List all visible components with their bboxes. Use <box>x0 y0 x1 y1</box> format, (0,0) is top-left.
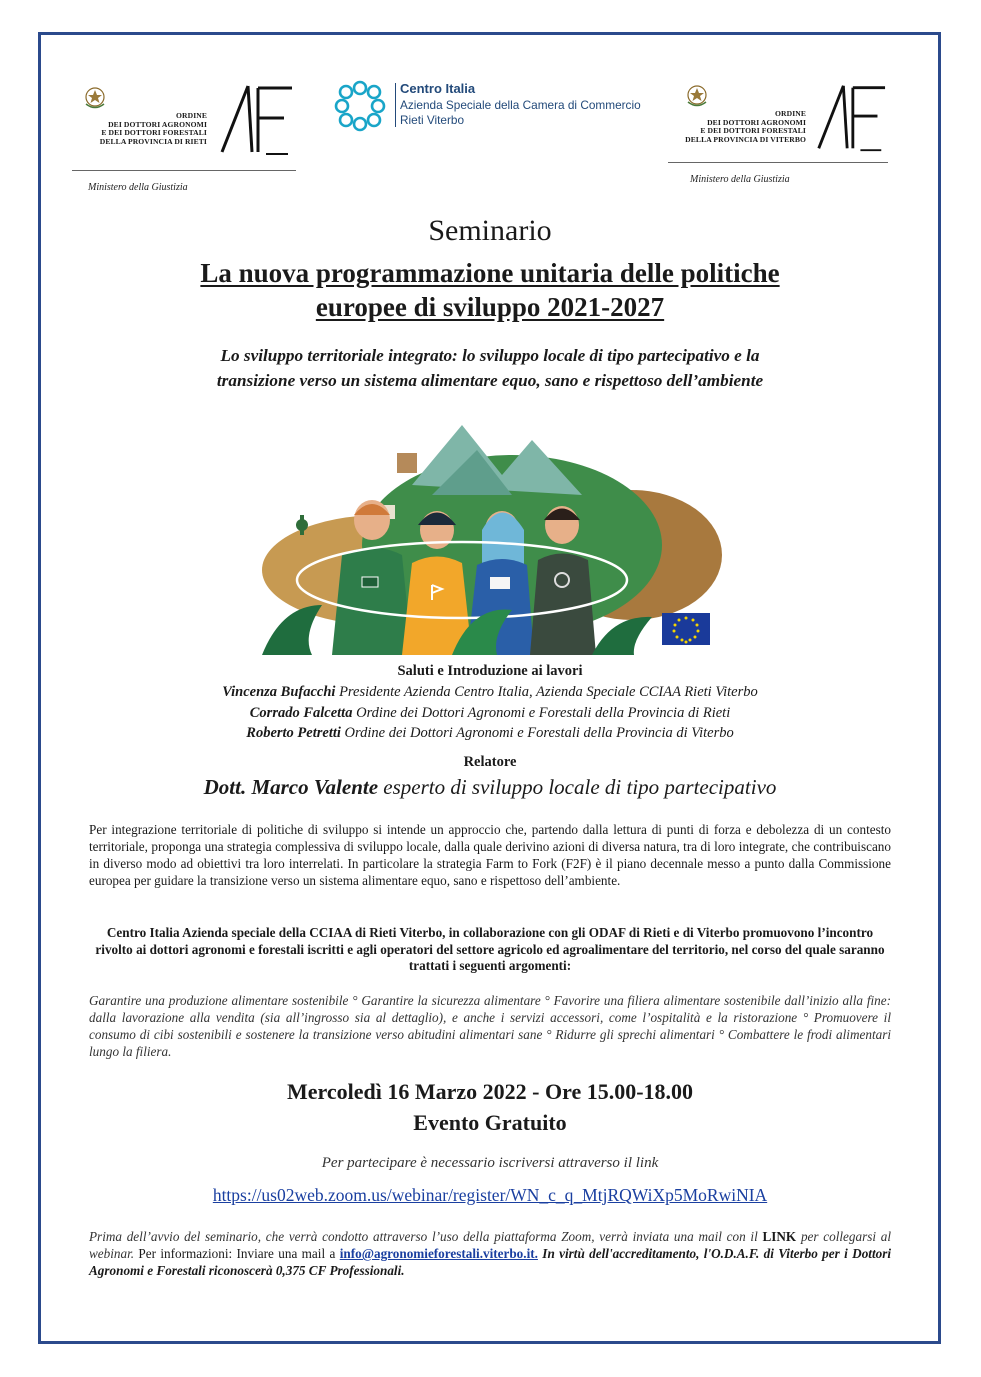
register-instructions: Per partecipare è necessario iscriversi attraverso il link <box>321 1155 659 1171</box>
odaf-rieti-line: E DEI DOTTORI FORESTALI <box>101 128 207 138</box>
odaf-rieti-line: ORDINE <box>176 111 207 120</box>
centro-italia-subtitle: Rieti Viterbo <box>400 113 465 127</box>
event-price: Evento Gratuito <box>413 1110 567 1135</box>
event-subtitle-line: Lo sviluppo territoriale integrato: lo sviluppo locale di tipo partecipativo e la <box>220 346 760 365</box>
odaf-rieti-logo <box>72 80 298 198</box>
odaf-rieti-line: DELLA PROVINCIA DI RIETI <box>99 136 207 146</box>
odaf-viterbo-line: ORDINE <box>775 109 806 118</box>
registration-link[interactable]: https://us02web.zoom.us/webinar/register/WN_c_q_MtjRQWiXp5MoRwiNIA <box>212 1185 768 1205</box>
organizers-paragraph: Centro Italia Azienda speciale della CCIAA di Rieti Viterbo, in collaborazione con gli ODAF di Rieti e di Viterbo promuovono l’incontro rivolto ai dottori agronomi e forestali iscritti e agli operatori del settore agricolo ed agroalimentare del territorio, nel corso del quale saranno trattati i seguenti argomenti: <box>95 925 885 973</box>
relatore-line <box>40 775 940 800</box>
speaker-line <box>40 705 940 722</box>
speaker-name: Vincenza Bufacchi <box>222 684 336 700</box>
sustainability-illustration <box>262 405 722 655</box>
odaf-viterbo-line: DELLA PROVINCIA DI VITERBO <box>685 134 806 144</box>
centro-italia-logo <box>332 80 672 136</box>
speaker-role: Ordine dei Dottori Agronomi e Forestali della Provincia di Rieti <box>356 705 731 721</box>
speaker-name: Corrado Falcetta <box>249 705 353 721</box>
af-monogram-icon <box>810 82 890 154</box>
odaf-viterbo-logo <box>668 78 890 190</box>
contact-email-link[interactable]: info@agronomieforestali.viterbo.it. <box>339 1246 538 1261</box>
event-subtitle-line: transizione verso un sistema alimentare equo, sano e rispettoso dell’ambiente <box>216 371 764 390</box>
italian-emblem-icon <box>684 82 710 110</box>
footer-info: Per informazioni: Inviare una mail a <box>134 1246 340 1261</box>
event-title <box>40 256 940 324</box>
welcome-heading: Saluti e Introduzione ai lavori <box>397 663 583 679</box>
odaf-rieti-line: DEI DOTTORI AGRONOMI <box>108 119 207 129</box>
af-monogram-icon <box>214 82 296 158</box>
speaker-role: Presidente Azienda Centro Italia, Azienda Speciale CCIAA Rieti Viterbo <box>339 684 758 700</box>
ministry-label: Ministero della Giustizia <box>88 182 188 193</box>
speaker-line <box>40 725 940 742</box>
ministry-divider <box>668 162 888 163</box>
odaf-viterbo-line: DEI DOTTORI AGRONOMI <box>707 117 806 127</box>
centro-italia-divider <box>395 83 396 127</box>
relatore-heading: Relatore <box>463 754 517 770</box>
relatore-name: Dott. Marco Valente <box>203 775 379 799</box>
event-title-line: europee di sviluppo 2021-2027 <box>315 292 665 322</box>
event-date-time: Mercoledì 16 Marzo 2022 - Ore 15.00-18.00 <box>286 1079 694 1104</box>
speaker-line <box>40 684 940 701</box>
footer-link-word: LINK <box>762 1229 797 1244</box>
centro-italia-swirl-icon <box>332 80 388 132</box>
ministry-divider <box>72 170 296 171</box>
italian-emblem-icon <box>82 84 108 112</box>
centro-italia-title: Centro Italia <box>400 81 476 96</box>
event-title-line: La nuova programmazione unitaria delle politiche <box>200 258 780 288</box>
event-kind: Seminario <box>428 214 552 247</box>
speaker-role: Ordine dei Dottori Agronomi e Forestali della Provincia di Viterbo <box>344 725 734 741</box>
footer-text: Prima dell’avvio del seminario, che verrà condotto attraverso l’uso della piattaforma Zoom, verrà inviata una mail con il <box>89 1229 763 1244</box>
topics-paragraph: Garantire una produzione alimentare sostenibile ° Garantire la sicurezza alimentare ° Favorire una filiera alimentare sostenibile dall’inizio alla fine: dalla lavorazione alla vendita (sia all’ingrosso sia al dettaglio), e anche i servizi accessori, come l’ospitalità e la ristorazione ° Promuovere il consumo di cibi sostenibili e sostenere la transizione verso abitudini alimentari sane ° Ridurre gli sprechi alimentari ° Combattere le frodi alimentari lungo la filiera. <box>89 993 891 1059</box>
event-subtitle <box>40 343 940 393</box>
intro-paragraph: Per integrazione territoriale di politiche di sviluppo si intende un approccio che, partendo dalla lettura di punti di forza e debolezza di un contesto territoriale, proponga una strategia complessiva di sviluppo locale, dalla quale derivino azioni di diversa natura, tra di loro integrate, che contribuiscano in diverso modo ad obiettivi tra loro interrelati. In particolare la strategia Farm to Fork (F2F) è il piano decennale messo a punto dalla Commissione europea per guidare la transizione verso un sistema alimentare equo, sano e rispettoso dell’ambiente. <box>89 822 891 888</box>
relatore-role: esperto di sviluppo locale di tipo partecipativo <box>383 775 777 799</box>
footer-text: per collegarsi al webinar. <box>89 1229 891 1261</box>
centro-italia-subtitle: Azienda Speciale della Camera di Commercio <box>400 98 641 112</box>
footer-paragraph <box>89 1228 891 1279</box>
speaker-name: Roberto Petretti <box>246 725 341 741</box>
footer-credits: In virtù dell'accreditamento, l'O.D.A.F. di Viterbo per i Dottori Agronomi e Forestali riconoscerà 0,375 CF Professionali. <box>89 1246 892 1278</box>
odaf-viterbo-line: E DEI DOTTORI FORESTALI <box>700 126 806 136</box>
ministry-label: Ministero della Giustizia <box>690 174 790 185</box>
